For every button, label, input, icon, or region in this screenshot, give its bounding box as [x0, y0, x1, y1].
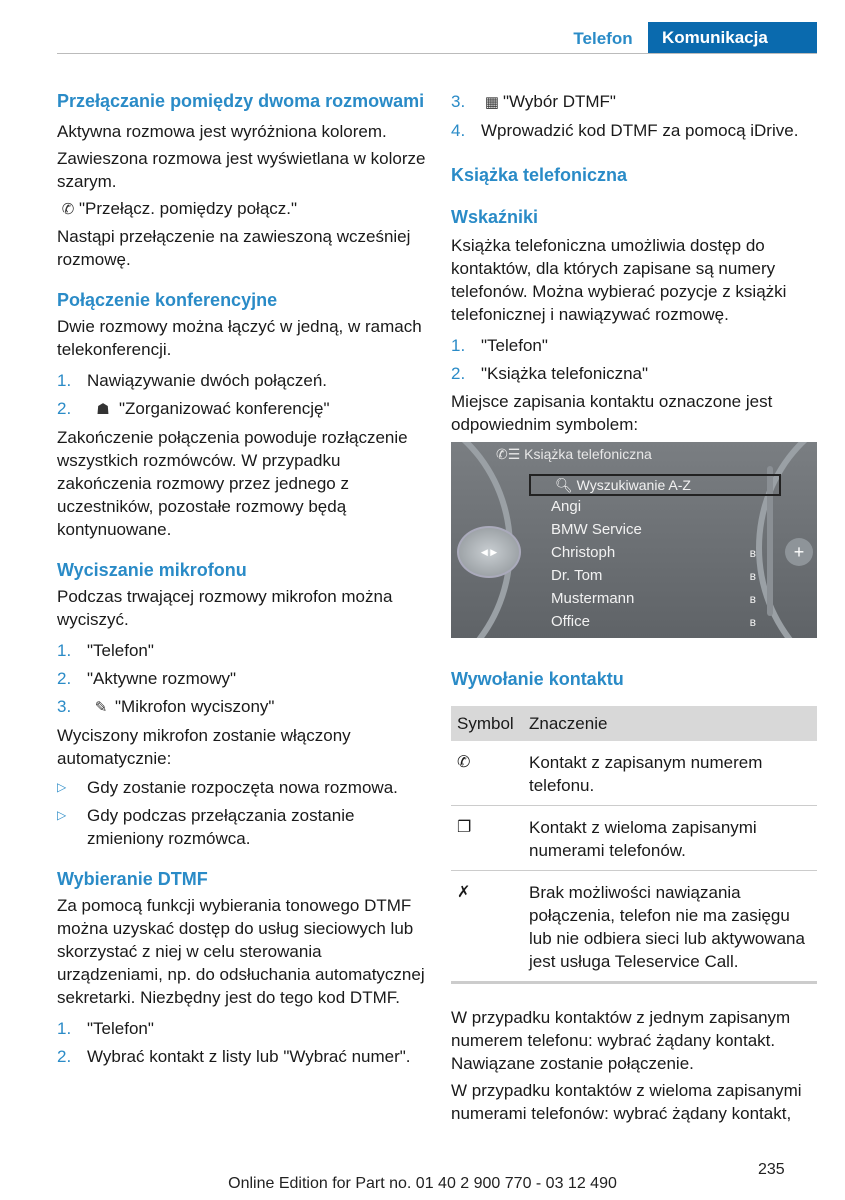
paragraph: Za pomocą funkcji wybierania tonowego DTMF można uzyskać dostęp do usług sieciowych lub skorzystać z niej w celu sterowania urządzeniami, np. do odsłuchania automatycznej sekretarki. Niezbędny jest do tego kod DTMF. [57, 896, 425, 1007]
header-tab-telefon: Telefon [573, 29, 633, 48]
table-row: ✗ Brak możliwości nawiązania połączenia, telefon nie ma zasięgu lub nie odbiera sieci lub aktywowana jest usługa Teleservice Call. [451, 871, 817, 983]
list-item: 1. "Telefon" [57, 1019, 154, 1038]
bluetooth-icon: ʙ [749, 569, 756, 583]
contact-row[interactable]: Dr. Tom ʙ [551, 567, 756, 584]
bullet-item: ▷ Gdy zostanie rozpoczęta nowa rozmowa. [57, 778, 398, 797]
header-tab-komunikacja: Komunikacja [648, 22, 817, 53]
menu-step: ✆ "Przełącz. pomiędzy połącz." [57, 197, 429, 221]
contact-row[interactable]: Mustermann ʙ [551, 590, 756, 607]
plus-icon[interactable]: + [785, 538, 813, 566]
conference-icon: ☗ [96, 401, 110, 418]
search-icon: 🔍︎ [555, 477, 577, 493]
list-item: 2. "Aktywne rozmowy" [57, 669, 237, 688]
phonebook-screenshot [451, 442, 817, 638]
paragraph: Zawieszona rozmowa jest wyświetlana w kolorze szarym. [57, 149, 426, 191]
contact-row[interactable]: Angi [551, 498, 582, 515]
column-header-meaning: Znaczenie [523, 706, 817, 741]
left-column [57, 90, 429, 1068]
list-item: 1. "Telefon" [451, 336, 548, 355]
contact-row[interactable]: Office ʙ [551, 613, 756, 630]
table-row: ❐ Kontakt z wieloma zapisanymi numerami telefonów. [451, 806, 817, 871]
list-item: 3. ✎ "Mikrofon wyciszony" [57, 695, 429, 719]
right-column [451, 90, 817, 1125]
screen-title: ✆☰ Książka telefoniczna [496, 446, 652, 462]
section-title-switch: Przełączanie pomiędzy dwoma rozmowami [57, 91, 425, 111]
paragraph: Wyciszony mikrofon zostanie włączony automatycznie: [57, 726, 351, 768]
contact-row[interactable]: BMW Service [551, 521, 642, 538]
switch-call-icon: ✆ [61, 201, 75, 218]
triangle-bullet-icon: ▷ [57, 780, 67, 794]
table-row: ✆ Kontakt z zapisanym numerem telefonu. [451, 741, 817, 806]
single-number-icon: ✆ [457, 754, 471, 771]
triangle-bullet-icon: ▷ [57, 808, 67, 822]
bullet-item: ▷ Gdy podczas przełączania zostanie zmieniony rozmówca. [57, 806, 355, 848]
subsection-title-indicators: Wskaźniki [451, 207, 539, 227]
list-item: 4. Wprowadzić kod DTMF za pomocą iDrive. [451, 121, 799, 140]
symbol-table [451, 706, 817, 984]
list-item: 3. ▦ "Wybór DTMF" [451, 90, 817, 114]
paragraph: Nastąpi przełączenie na zawieszoną wcześniej rozmowę. [57, 227, 411, 269]
paragraph: Książka telefoniczna umożliwia dostęp do kontaktów, dla których zapisane są numery telefonów. Można wybierać pozycje z książki telefonicznej i nawiązywać rozmowę. [451, 236, 787, 324]
list-item: 1. Nawiązywanie dwóch połączeń. [57, 371, 328, 390]
paragraph: Zakończenie połączenia powoduje rozłączenie wszystkich rozmówców. W przypadku zakończenia rozmowy przez jednego z uczestników, pozostałe rozmowy będą kontynuowane. [57, 428, 408, 539]
mute-microphone-icon: ✎ [94, 699, 108, 716]
section-title-conference: Połączenie konferencyjne [57, 290, 278, 310]
paragraph: W przypadku kontaktów z jednym zapisanym numerem telefonu: wybrać żądany kontakt. Nawiązane zostanie połączenie. [451, 1008, 791, 1073]
section-title-mute: Wyciszanie mikrofonu [57, 560, 247, 580]
column-header-symbol: Symbol [451, 706, 523, 741]
bluetooth-icon: ʙ [749, 592, 756, 606]
header-rule [57, 53, 817, 54]
section-title-phonebook: Książka telefoniczna [451, 165, 628, 185]
keypad-icon: ▦ [484, 94, 500, 111]
list-item: 1. "Telefon" [57, 641, 154, 660]
multiple-numbers-icon: ❐ [457, 819, 472, 836]
table-header-row [451, 706, 817, 741]
paragraph: Dwie rozmowy można łączyć w jedną, w ramach telekonferencji. [57, 317, 422, 359]
section-title-call-contact: Wywołanie kontaktu [451, 669, 624, 689]
paragraph: W przypadku kontaktów z wieloma zapisanymi numerami telefonów: wybrać żądany kontakt, [451, 1081, 802, 1123]
footer-edition: Online Edition for Part no. 01 40 2 900 770 - 03 12 490 [228, 1175, 617, 1192]
bluetooth-icon: ʙ [749, 615, 756, 629]
list-item: 2. "Książka telefoniczna" [451, 364, 649, 383]
list-item: 2. ☗ "Zorganizować konferencję" [57, 397, 429, 421]
contact-row[interactable]: Christoph ʙ [551, 544, 756, 561]
list-item: 2. Wybrać kontakt z listy lub "Wybrać numer". [57, 1047, 411, 1066]
section-title-dtmf: Wybieranie DTMF [57, 869, 208, 889]
page-number: 235 [758, 1161, 785, 1178]
paragraph: Miejsce zapisania kontaktu oznaczone jest odpowiednim symbolem: [451, 392, 773, 434]
no-connection-icon: ✗ [457, 884, 471, 901]
controller-knob-icon[interactable]: ◀ ▶ [457, 526, 521, 578]
paragraph: Podczas trwającej rozmowy mikrofon można wyciszyć. [57, 587, 393, 629]
search-a-z-item[interactable]: 🔍︎ Wyszukiwanie A-Z [529, 474, 781, 496]
paragraph: Aktywna rozmowa jest wyróżniona kolorem. [57, 122, 387, 141]
bluetooth-icon: ʙ [749, 546, 756, 560]
